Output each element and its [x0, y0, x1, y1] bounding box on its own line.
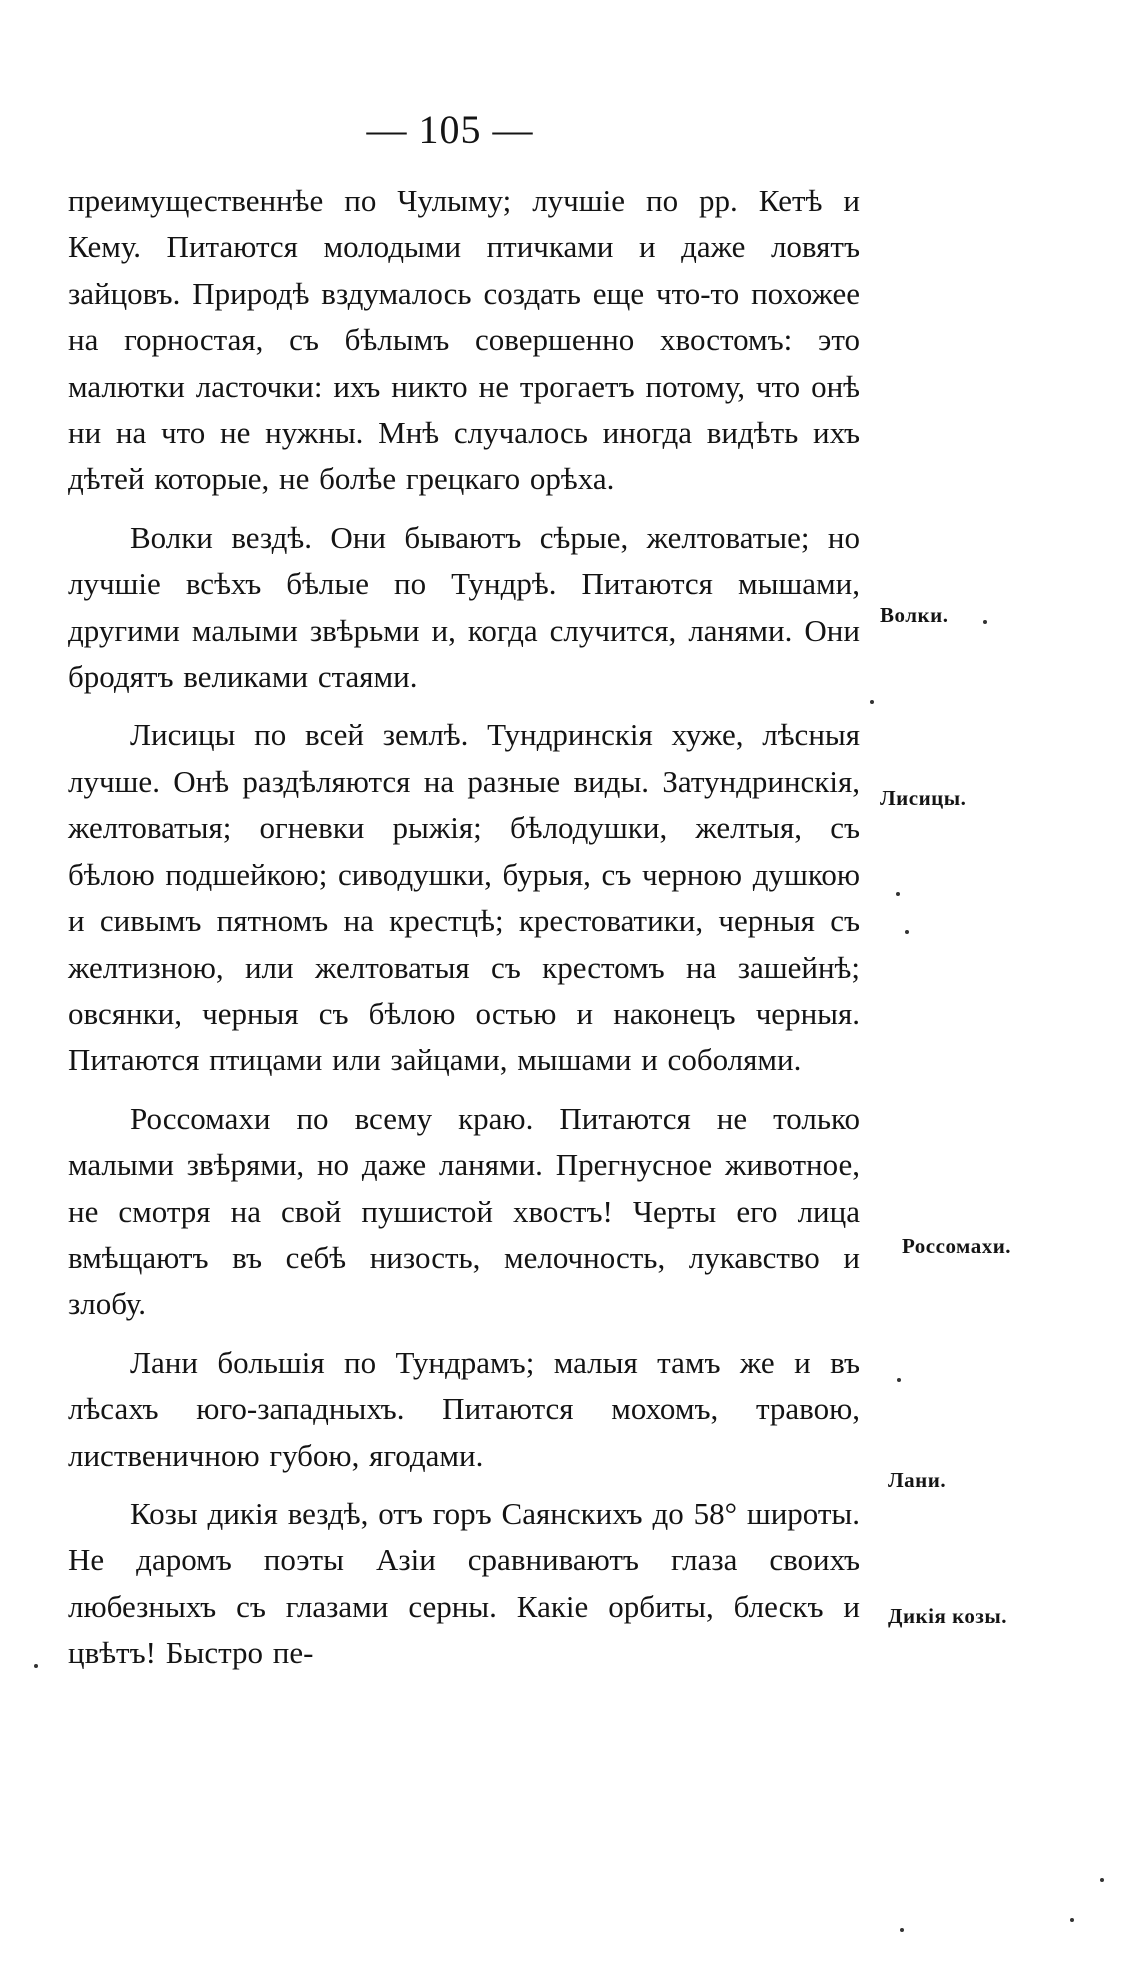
margin-note-wolves: Волки.: [880, 603, 949, 627]
speck: [983, 620, 987, 624]
margin-note-wild-goats: Дикія козы.: [888, 1604, 1008, 1628]
paragraph-wild-goats: Козы дикія вездѣ, отъ горъ Саянскихъ до 58° широты. Не даромъ поэты Азіи сравниваютъ глаза своихъ любезныхъ съ глазами серны. Какіе орбиты, блескъ и цвѣтъ! Быстро пе-: [68, 1495, 860, 1671]
text-column: [68, 178, 860, 1689]
paragraph-deer: Лани большія по Тундрамъ; малыя тамъ же и въ лѣсахъ юго-западныхъ. Питаются мохомъ, травою, лиственичною губою, ягодами.: [68, 1344, 860, 1473]
margin-note-deer: Лани.: [888, 1468, 947, 1492]
speck: [870, 700, 874, 704]
speck: [900, 1928, 904, 1932]
paragraph-wolverines: Россомахи по всему краю. Питаются не только малыми звѣрями, но даже ланями. Прегнусное животное, не смотря на свой пушистой хвостъ! Черты его лица вмѣщаютъ въ себѣ низость, мелочность, лукавство и злобу.: [68, 1100, 860, 1322]
paragraph-foxes: Лисицы по всей землѣ. Тундринскія хуже, лѣсныя лучше. Онѣ раздѣляются на разные виды. Затундринскія, желтоватыя; огневки рыжія; бѣлодушки, желтыя, съ бѣлою подшейкою; сиводушки, бурыя, съ черною душкою и сивымъ пятномъ на крестцѣ; крестоватики, черныя съ желтизною, или желтоватыя съ крестомъ на зашейнѣ; овсянки, черныя съ бѣлою остью и наконецъ черныя. Питаются птицами или зайцами, мышами и соболями.: [68, 717, 860, 1078]
page-number: — 105 —: [366, 107, 534, 152]
speck: [896, 892, 900, 896]
speck: [1100, 1878, 1104, 1882]
speck: [1070, 1918, 1074, 1922]
margin-note-wolverines: Россомахи.: [902, 1234, 1012, 1258]
paragraph-wolves: Волки вездѣ. Они бываютъ сѣрые, желтоватые; но лучшіе всѣхъ бѣлые по Тундрѣ. Питаются мышами, другими малыми звѣрьми и, когда случится, ланями. Они бродятъ великами стаями.: [68, 519, 860, 695]
speck: [897, 1378, 901, 1382]
speck: [905, 930, 909, 934]
speck: [34, 1664, 38, 1668]
margin-note-foxes: Лисицы.: [880, 786, 967, 810]
paragraph-continuation: преимущественнѣе по Чулыму; лучшіе по рр. Кетѣ и Кему. Питаются молодыми птичками и даже ловятъ зайцовъ. Природѣ вздумалось создать еще что-то похожее на горностая, съ бѣлымъ совершенно хвостомъ: это малютки ласточки: ихъ никто не трогаетъ потому, что онѣ ни на что не нужны. Мнѣ случалось иногда видѣть ихъ дѣтей которые, не болѣе грецкаго орѣха.: [68, 183, 860, 497]
